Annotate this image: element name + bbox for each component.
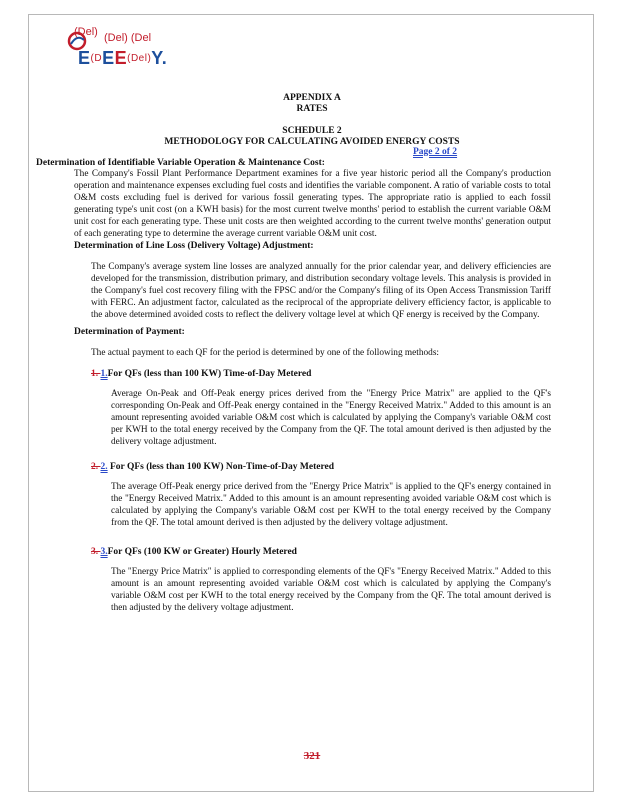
logo-deleted-label-1: (Del) <box>74 26 98 38</box>
section-body-om-cost: The Company's Fossil Plant Performance Department examines for a five year historic period all the Company's production operation and maintenance expenses excluding fuel costs and identifies the variable component. A ratio of variable costs to total O&M costs excluding fuel is derived for various fossil generating types. The appropriate ratio is applied to each fossil generating type's unit cost (on a KWH basis) for the most current twelve months' period to establish the current variable O&M unit cost for each generating type. These unit costs are then weighted according to the current twelve months' generation output of each generating type to determine the average current variable O&M unit cost. <box>74 169 551 239</box>
section-heading-om-cost: Determination of Identifiable Variable Operation & Maintenance Cost: <box>36 158 325 168</box>
method-3-body: The "Energy Price Matrix" is applied to corresponding elements of the QF's "Energy Received Matrix." Added to this amount is an amount representing avoided variable O&M cost which is calculated by applying the Company's variable O&M cost per KWH to the total energy received by the Company from the QF. The total amount derived is then adjusted by the delivery voltage adjustment. <box>111 567 551 613</box>
page-of-label: Page 2 of 2 <box>413 147 458 157</box>
method-1-body: Average On-Peak and Off-Peak energy prices derived from the "Energy Price Matrix" are applied to the QF's corresponding On-Peak and Off-Peak energy contained in the "Energy Received Matrix." Added to this amount is an amount representing avoided variable O&M cost which is calculated by applying the Company's variable O&M cost per KWH to the total energy received by the Company from the QF. The total amount derived is then adjusted by the delivery voltage adjustment. <box>111 389 551 447</box>
method-3-title: 3. 3.For QFs (100 KW or Greater) Hourly Metered <box>91 547 297 557</box>
logo-wordmark: E(DEE(Del)Y. <box>78 48 168 68</box>
payment-intro: The actual payment to each QF for the period is determined by one of the following methods: <box>91 348 440 358</box>
appendix-title: APPENDIX A <box>283 93 341 103</box>
rates-title: RATES <box>296 104 328 114</box>
section-heading-payment: Determination of Payment: <box>74 327 185 337</box>
section-heading-line-loss: Determination of Line Loss (Delivery Voltage) Adjustment: <box>74 241 314 251</box>
method-1-title: 1. 1.For QFs (less than 100 KW) Time-of-Day Metered <box>91 369 312 379</box>
company-logo <box>64 24 194 72</box>
method-2-body: The average Off-Peak energy price derived from the "Energy Price Matrix" is applied to the QF's energy contained in the "Energy Received Matrix." Added to this amount is an amount representing avoided variable O&M cost which is calculated by applying the Company's variable O&M cost per KWH to the total energy received by the Company from the QF. The total amount derived is then adjusted by the delivery voltage adjustment. <box>111 482 551 528</box>
section-body-line-loss: The Company's average system line losses are analyzed annually for the prior calendar year, and delivery efficiencies are developed for the transmission, distribution primary, and distribution secondary voltage levels. This analysis is provided in the Company's fuel cost recovery filing with the FPSC and/or the Company's filing of its Open Access Transmission Tariff with FERC. An adjustment factor, calculated as the reciprocal of the appropriate delivery efficiency factor, is applicable to the above determined avoided costs to reflect the delivery voltage level at which QF energy is received by the Company. <box>91 262 551 320</box>
method-2-title: 2. 2. For QFs (less than 100 KW) Non-Time-of-Day Metered <box>91 462 335 472</box>
logo-deleted-label-2: (Del) (Del <box>104 32 152 44</box>
schedule-title: SCHEDULE 2 <box>282 126 342 136</box>
page-number: 321 <box>303 750 321 762</box>
methodology-title: METHODOLOGY FOR CALCULATING AVOIDED ENERGY COSTS <box>164 137 460 147</box>
